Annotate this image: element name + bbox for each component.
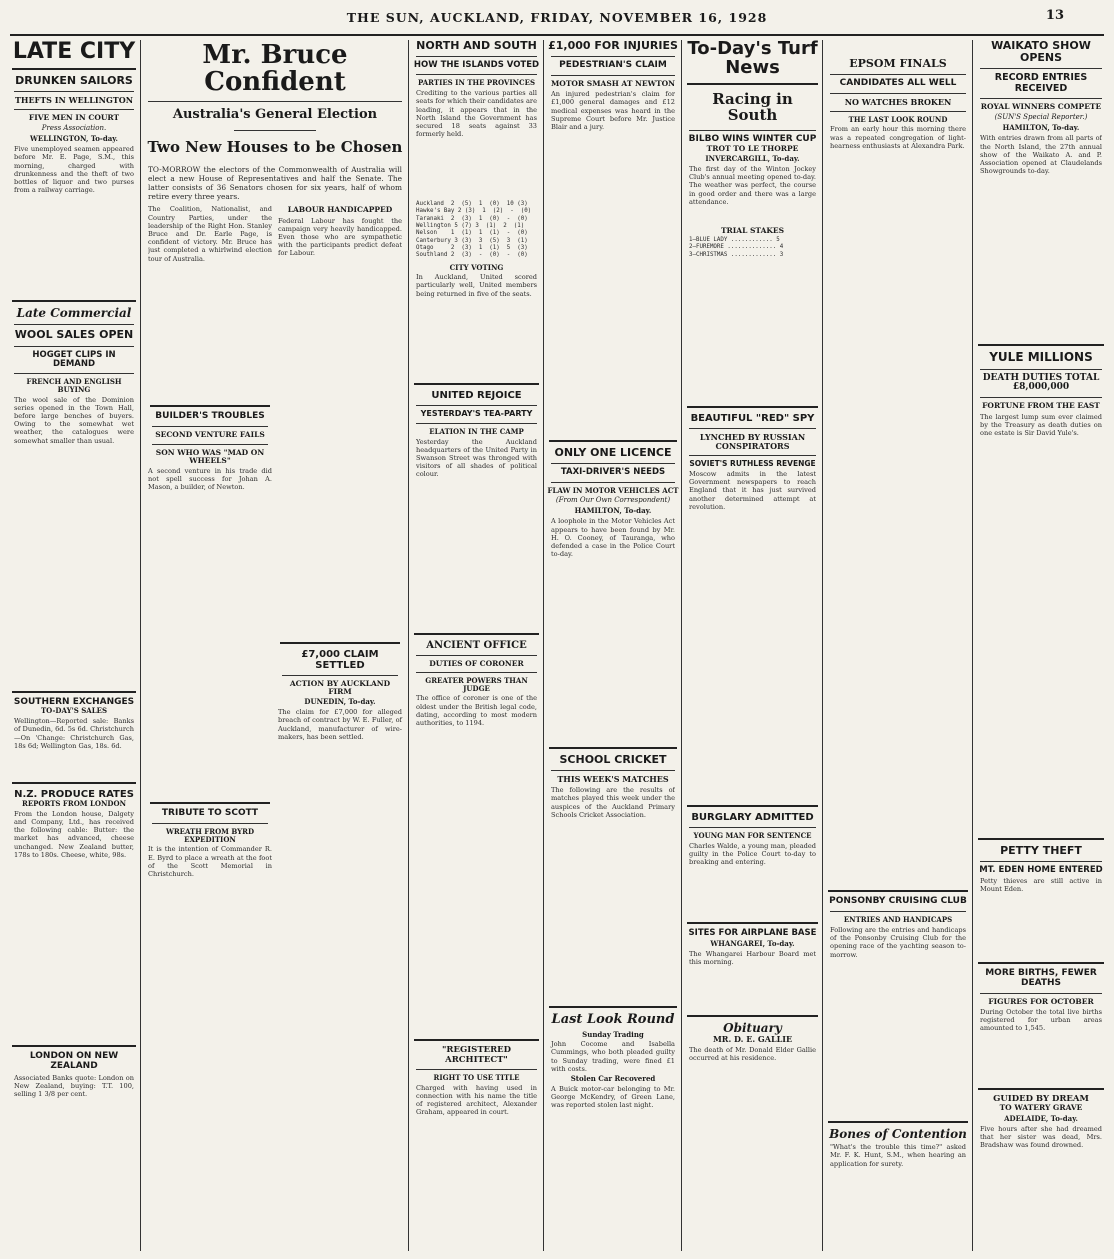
gallie-subhead: MR. D. E. GALLIE xyxy=(712,1034,793,1045)
north-south-headline: NORTH AND SOUTH xyxy=(416,40,537,52)
article-body: The following are the results of matches played this week under the auspices of the Auckland Primary Schools Cricket Association. xyxy=(551,786,675,819)
column-bruce xyxy=(144,40,406,1251)
column-waikato xyxy=(976,40,1106,1251)
obituary-heading: Obituary xyxy=(723,1020,782,1035)
son-subhead: SON WHO WAS "MAD ON WHEELS" xyxy=(155,447,265,465)
candidates-subhead: CANDIDATES ALL WELL xyxy=(839,78,957,89)
article-body: A Buick motor-car belonging to Mr. George McKendry, of Green Lane, was reported stolen last night. xyxy=(551,1084,675,1110)
dateline: DUNEDIN, To-day. xyxy=(304,697,376,707)
parties-subhead: PARTIES IN THE PROVINCES xyxy=(417,78,536,88)
page-number: 13 xyxy=(1045,8,1064,23)
trot-subhead: TROT TO LE THORPE xyxy=(706,143,799,153)
article-body: It is the intention of Commander R. E. Byrd to place a wreath at the foot of the Scott Memorial in Christchurch. xyxy=(148,845,272,878)
school-cricket-headline: SCHOOL CRICKET xyxy=(559,753,667,767)
column-divider xyxy=(822,40,823,1251)
article-body: With entries drawn from all parts of the North Island, the 27th annual show of the Waikato A. and P. Association opened at Claudelands Showgrounds to-day. xyxy=(980,134,1102,176)
dateline: WELLINGTON, To-day. xyxy=(30,134,118,144)
lynched-subhead: LYNCHED BY RUSSIAN CONSPIRATORS xyxy=(699,432,806,451)
bones-heading: Bones of Contention xyxy=(829,1127,967,1142)
united-rejoice-headline: UNITED REJOICE xyxy=(431,390,522,402)
article-body: Five unemployed seamen appeared before Mr. E. Page, S.M., this morning, charged with drunkenness and the theft of two bottles of liquor and two purses from a railway carriage. xyxy=(14,145,134,195)
taxi-driver-subhead: TAXI-DRIVER'S NEEDS xyxy=(560,467,666,478)
article-body: The wool sale of the Dominion series opened in the Town Hall, before large benches of buyers. Owing to the somewhat wet weather, the catalogues were somewhat smaller than usual. xyxy=(14,395,134,445)
article-body: The Coalition, Nationalist, and Country Parties, under the leadership of the Right Hon. Stanley Bruce and Dr. Earle Page, is confident of victory. Mr. Bruce has just completed a whirlwind election tour of Australia. xyxy=(148,205,272,263)
pedestrian-subhead: PEDESTRIAN'S CLAIM xyxy=(559,60,667,71)
fortune-subhead: FORTUNE FROM THE EAST xyxy=(982,401,1100,411)
last-look-subhead: THE LAST LOOK ROUND xyxy=(848,114,948,124)
article-body: The first day of the Winton Jockey Club's annual meeting opened to-day. The weather was perfect, the course in good order and there was a large attendance. xyxy=(689,164,816,206)
hogget-subhead: HOGGET CLIPS IN DEMAND xyxy=(32,349,116,369)
tea-party-subhead: YESTERDAY'S TEA-PARTY xyxy=(420,409,533,419)
article-body: From the London house, Dalgety and Company, Ltd., has received the following cable: Butter: the market has advanced, cheese unchanged. New Zealand butter, 178s to 180s. Cheese, white, 98s. xyxy=(14,809,134,859)
article-body: The claim for £7,000 for alleged breach of contract by W. E. Fuller, of Auckland, manufacturer of wire-makers, has been settled. xyxy=(278,708,402,741)
bilbo-subhead: BILBO WINS WINTER CUP xyxy=(688,133,817,144)
watery-grave-subhead: TO WATERY GRAVE xyxy=(999,1103,1083,1113)
column-divider xyxy=(681,40,682,1251)
islands-voted-subhead: HOW THE ISLANDS VOTED xyxy=(413,60,540,71)
column-divider xyxy=(543,40,544,1251)
burglary-headline: BURGLARY ADMITTED xyxy=(691,811,814,823)
mt-eden-subhead: MT. EDEN HOME ENTERED xyxy=(979,864,1103,875)
racing-south-subhead: Racing in South xyxy=(712,89,793,125)
sunday-trading-subhead: Sunday Trading xyxy=(582,1029,644,1039)
action-subhead: ACTION BY AUCKLAND FIRM xyxy=(289,678,391,696)
nz-produce-headline: N.Z. PRODUCE RATES xyxy=(14,789,134,801)
petty-theft-headline: PETTY THEFT xyxy=(1000,843,1082,857)
dateline: ADELAIDE, To-day. xyxy=(1004,1113,1078,1123)
press-credit: Press Association. xyxy=(41,124,107,133)
young-man-subhead: YOUNG MAN FOR SENTENCE xyxy=(693,830,812,840)
greater-powers-subhead: GREATER POWERS THAN JUDGE xyxy=(425,675,528,693)
article-body: An injured pedestrian's claim for £1,000 general damages and £12 medical expenses was heard in the Supreme Court before Mr. Justice Blair and a jury. xyxy=(551,90,675,132)
article-body: Five hours after she had dreamed that her sister was dead, Mrs. Bradshaw was found drowned. xyxy=(980,1124,1102,1149)
article-body: The death of Mr. Donald Elder Gallie occurred at his residence. xyxy=(689,1045,816,1063)
births-headline: MORE BIRTHS, FEWER DEATHS xyxy=(985,967,1097,988)
entries-subhead: ENTRIES AND HANDICAPS xyxy=(843,915,953,925)
weeks-matches-subhead: THIS WEEK'S MATCHES xyxy=(557,774,669,785)
last-look-round-heading: Last Look Round xyxy=(551,1012,675,1028)
column-divider xyxy=(408,40,409,1251)
article-body: Federal Labour has fought the campaign very heavily handicapped. Even those who are sympathetic with the participants predict defeat for Labour. xyxy=(278,216,402,258)
motor-smash-subhead: MOTOR SMASH AT NEWTON xyxy=(550,78,675,88)
lead-paragraph: TO-MORROW the electors of the Commonwealth of Australia will elect a new House of Representatives and half the Senate. The latter consists of 36 Senators chosen for six years, half of whom retire every three years. xyxy=(148,165,402,202)
column-divider xyxy=(972,40,973,1251)
airplane-base-headline: SITES FOR AIRPLANE BASE xyxy=(688,927,817,938)
article-body: Charles Walde, a young man, pleaded guilty in the Police Court to-day to breaking and entering. xyxy=(689,841,816,866)
waikato-show-headline: WAIKATO SHOW OPENS xyxy=(991,40,1091,65)
column-dominions xyxy=(547,660,679,1251)
two-houses-subhead: Two New Houses to be Chosen xyxy=(147,137,403,156)
masthead-title: THE SUN, AUCKLAND, FRIDAY, NOVEMBER 16, 1928 xyxy=(346,10,768,25)
article-body: From an early hour this morning there was a repeated congregation of light-hearness enthusiasts at Alexandra Park. xyxy=(830,125,966,150)
guided-dream-headline: GUIDED BY DREAM xyxy=(993,1094,1089,1104)
dateline: HAMILTON, To-day. xyxy=(574,506,652,516)
article-body: Following are the entries and handicaps of the Ponsonby Cruising Club for the opening race of the yachting season to-morrow. xyxy=(830,926,966,959)
column-late-city xyxy=(10,40,138,1251)
article-body: Associated Banks quote: London on New Zealand, buying: T.T. 100, selling 1 3/8 per cent. xyxy=(14,1073,134,1099)
right-to-use-subhead: RIGHT TO USE TITLE xyxy=(433,1072,520,1082)
race-results: 1—BLUE LADY ............ 5 2—FUREMORE .............. 4 3—CHRISTMAS ............. 3 xyxy=(689,237,784,258)
ponsonby-headline: PONSONBY CRUISING CLUB xyxy=(829,896,967,907)
royal-winners-subhead: ROYAL WINNERS COMPETE xyxy=(980,102,1102,112)
article-body: "What's the trouble this time?" asked Mr. F. K. Hunt, S.M., when hearing an application for surety. xyxy=(830,1143,966,1168)
article-body: Crediting to the various parties all seats for which their candidates are leading, it appears that in the North Island the Government has secured 18 seats against 33 formerly held. xyxy=(416,89,537,139)
correspondent-credit: (SUN'S Special Reporter.) xyxy=(994,113,1088,122)
article-body: John Cocome and Isabella Cummings, who both pleaded guilty to Sunday trading, were fined £1 with costs. xyxy=(551,1040,675,1073)
labour-subhead: LABOUR HANDICAPPED xyxy=(287,205,393,215)
article-body: A loophole in the Motor Vehicles Act appears to have been found by Mr. H. O. Cooney, of Tauranga, who defended a case in the Police Court to-day. xyxy=(551,517,675,559)
article-body: Charged with having used in connection with his name the title of registered architect, Alexander Graham, appeared in court. xyxy=(416,1083,537,1117)
drunken-sailors-headline: DRUNKEN SAILORS xyxy=(15,74,133,88)
column-divider xyxy=(140,40,141,1251)
reports-subhead: REPORTS FROM LONDON xyxy=(22,799,126,809)
dateline: WHANGAREI, To-day. xyxy=(710,938,795,948)
wreath-subhead: WREATH FROM BYRD EXPEDITION xyxy=(165,826,255,844)
masthead xyxy=(10,4,1104,36)
city-voting-subhead: CITY VOTING xyxy=(449,262,504,272)
builders-troubles-headline: BUILDER'S TROUBLES xyxy=(155,411,265,422)
article-body: Petty thieves are still active in Mount Eden. xyxy=(980,876,1102,894)
australia-subhead: Australia's General Election xyxy=(172,106,378,122)
todays-sales-subhead: TO-DAY'S SALES xyxy=(40,706,108,716)
turf-news-headline: To-Day's Turf News xyxy=(687,40,818,78)
bruce-headline: Mr. Bruce Confident xyxy=(202,40,348,98)
southern-exchanges-headline: SOUTHERN EXCHANGES xyxy=(13,696,135,707)
five-men-subhead: FIVE MEN IN COURT xyxy=(28,112,120,122)
second-venture-subhead: SECOND VENTURE FAILS xyxy=(155,430,265,440)
article-body: A second venture in his trade did not spell success for Johan A. Mason, a builder, of Newton. xyxy=(148,467,272,492)
claim-settled-headline: £7,000 CLAIM SETTLED xyxy=(301,648,379,671)
yule-millions-headline: YULE MILLIONS xyxy=(989,350,1093,365)
article-body: Wellington—Reported sale: Banks of Dunedin, 6d. 5s 6d. Christchurch—On 'Change: Christchurch Gas, 18s 6d; Wellington Gas, 18s. 6d. xyxy=(14,717,134,750)
london-nz-headline: LONDON ON NEW ZEALAND xyxy=(29,1050,119,1071)
duties-subhead: DUTIES OF CORONER xyxy=(429,658,524,668)
only-one-licence-headline: ONLY ONE LICENCE xyxy=(554,446,672,460)
article-body: During October the total live births registered for urban areas amounted to 1,545. xyxy=(980,1008,1102,1033)
article-body: The largest lump sum ever claimed by the Treasury as death duties on one estate is Sir David Yule's. xyxy=(980,412,1102,437)
wool-sales-headline: WOOL SALES OPEN xyxy=(14,328,134,342)
late-commercial-heading: Late Commercial xyxy=(16,306,132,321)
late-city-heading: LATE CITY xyxy=(12,40,136,64)
correspondent-credit: (From Our Own Correspondent) xyxy=(555,496,671,505)
column-north-south xyxy=(412,40,541,1251)
registered-architect-headline: "REGISTERED ARCHITECT" xyxy=(441,1045,512,1065)
ancient-office-headline: ANCIENT OFFICE xyxy=(426,639,527,651)
article-body: The office of coroner is one of the oldest under the British legal code, dating, according to most modern authorities, to 1194. xyxy=(416,694,537,727)
article-body: In Auckland, United scored particularly well, United members being returned in five of the seats. xyxy=(416,273,537,298)
article-body: The Whangarei Harbour Board met this morning. xyxy=(689,949,816,967)
article-body: Yesterday the Auckland headquarters of the United Party in Swanson Street was thronged with visitors of all shades of political colour. xyxy=(416,437,537,479)
flaw-subhead: FLAW IN MOTOR VEHICLES ACT xyxy=(547,485,679,495)
voting-table: Auckland 2 (5) 1 (0) 10 (3) Hawke's Bay 2 (3) 1 (2) - (0) Taranaki 2 (3) 1 (0) - (0) Wellington 5 (7) 3 (1) 2 (1) Nelson 1 (1) 1 (1) - (0) Canterbury 3 (3) 3 (5) 3 (1) Otago 2 (3) 1 (1) 5 (3) Southland 2 (3) - (0) - (0) xyxy=(416,201,532,259)
injuries-headline: £1,000 FOR INJURIES xyxy=(548,40,678,52)
thefts-subhead: THEFTS IN WELLINGTON xyxy=(14,95,134,106)
record-entries-subhead: RECORD ENTRIES RECEIVED xyxy=(994,72,1088,94)
elation-subhead: ELATION IN THE CAMP xyxy=(429,426,524,436)
red-spy-headline: BEAUTIFUL "RED" SPY xyxy=(690,413,815,425)
death-duties-subhead: DEATH DUTIES TOTAL £8,000,000 xyxy=(982,372,1100,393)
stolen-car-subhead: Stolen Car Recovered xyxy=(570,1074,656,1084)
french-subhead: FRENCH AND ENGLISH BUYING xyxy=(26,377,122,394)
trial-stakes-subhead: TRIAL STAKES xyxy=(720,225,785,235)
article-body: Moscow admits in the latest Government newspapers to reach England that it has just survived another determined attempt at revolution. xyxy=(689,469,816,511)
no-watches-subhead: NO WATCHES BROKEN xyxy=(844,96,952,107)
dateline: HAMILTON, To-day. xyxy=(1002,123,1080,133)
tribute-scott-headline: TRIBUTE TO SCOTT xyxy=(161,808,259,819)
column-turf-news xyxy=(685,40,820,1251)
soviet-subhead: SOVIET'S RUTHLESS REVENGE xyxy=(689,458,816,468)
dateline: INVERCARGILL, To-day. xyxy=(705,153,800,163)
column-epsom xyxy=(826,40,970,1251)
epsom-finals-headline: EPSOM FINALS xyxy=(849,57,947,70)
october-figures-subhead: FIGURES FOR OCTOBER xyxy=(988,996,1094,1006)
